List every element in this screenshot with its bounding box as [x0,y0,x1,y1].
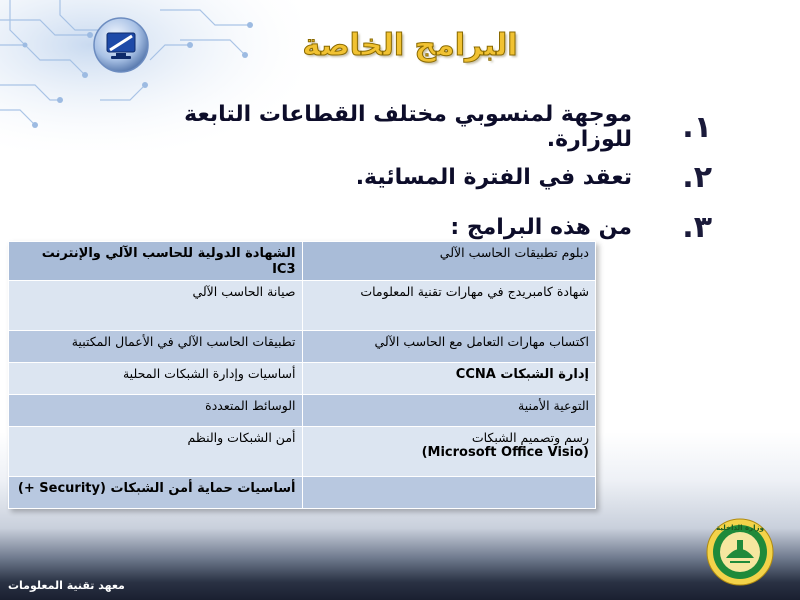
table-cell [302,477,596,509]
cell-text: تطبيقات الحاسب الآلي في الأعمال المكتبية [71,334,296,349]
cell-text: اكتساب مهارات التعامل مع الحاسب الآلي [374,334,589,349]
table-row [9,363,596,395]
point-text: موجهة لمنسوبي مختلف القطاعات التابعة للوزارة. [184,102,632,152]
table-cell [9,363,303,395]
cell-text: التوعية الأمنية [518,398,589,413]
page-title: البرامج الخاصة [302,28,518,63]
table-row [9,331,596,363]
table-cell [302,242,596,281]
table-cell [9,331,303,363]
table-row [9,427,596,477]
table-cell [302,281,596,331]
cell-text: شهادة كامبريدج في مهارات تقنية المعلومات [360,284,589,299]
table-row [9,242,596,281]
point-number: ١. [682,109,712,145]
cell-text: دبلوم تطبيقات الحاسب الآلي [439,245,589,260]
table-cell [302,395,596,427]
table-cell [9,242,303,281]
footer-institute-name: معهد تقنية المعلومات [8,579,125,592]
table-cell [9,477,303,509]
cell-text: إدارة الشبكات CCNA [455,367,589,382]
cell-text: أمن الشبكات والنظم [187,430,296,445]
list-item [92,154,712,200]
cell-text: الشهادة الدولية للحاسب الآلي والإنترنت IC3 [41,246,296,277]
point-number: ٢. [682,159,712,195]
table-row [9,281,596,331]
list-item [92,104,712,150]
cell-text: صيانة الحاسب الآلي [192,284,296,299]
table-cell [302,331,596,363]
table-cell [9,281,303,331]
cell-text: الوسائط المتعددة [205,398,296,413]
cell-text: رسم وتصميم الشبكات [471,430,589,445]
table-row [9,395,596,427]
cell-text: أساسيات حماية أمن الشبكات (Security +) [17,481,296,496]
programs-table [8,241,596,509]
table-cell [302,427,596,477]
points-list [92,104,712,254]
table-cell [302,363,596,395]
table-row [9,477,596,509]
monitor-badge-icon [92,16,150,74]
logo-text: وزارة الداخلية [716,524,764,532]
table-cell [9,395,303,427]
point-number: ٣. [682,209,712,245]
ministry-emblem-icon [706,518,774,586]
cell-text: (Microsoft Office Visio) [421,445,589,460]
cell-text: أساسيات وإدارة الشبكات المحلية [122,366,296,381]
point-text: تعقد في الفترة المسائية. [355,164,632,190]
point-text: من هذه البرامج : [450,214,632,240]
table-cell [9,427,303,477]
